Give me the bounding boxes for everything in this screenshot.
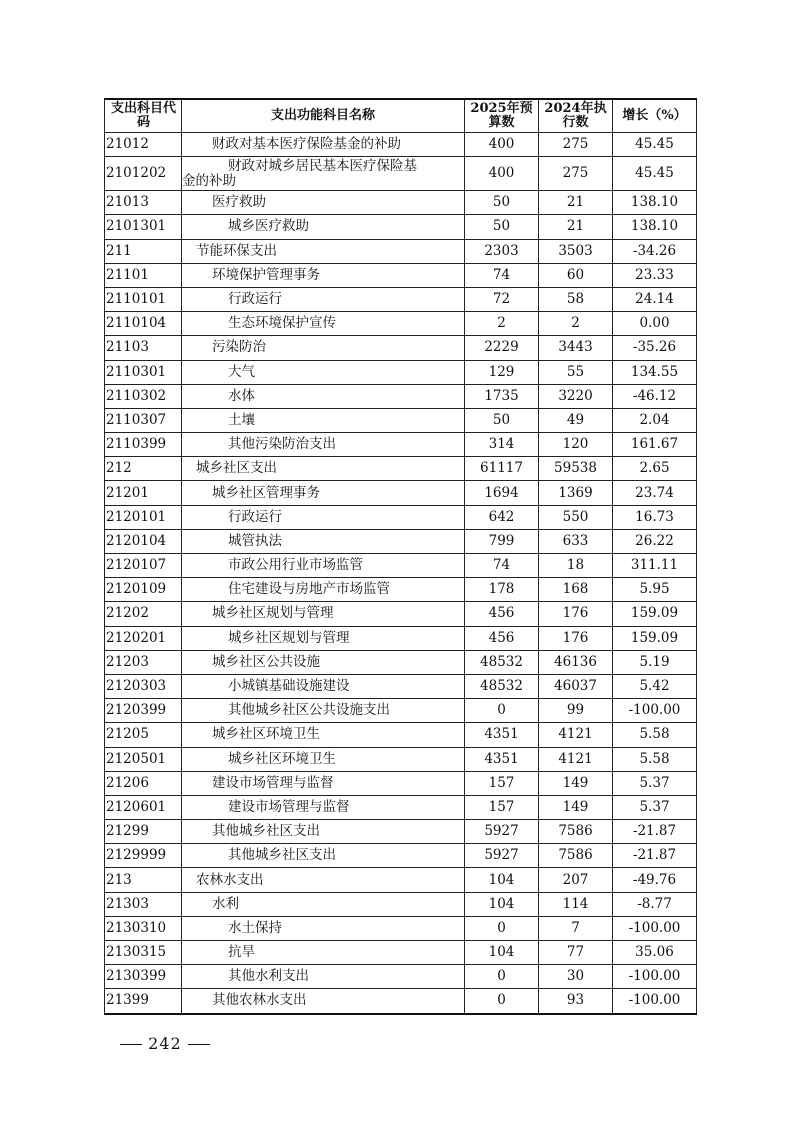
cell-growth: 24.14 <box>613 287 697 311</box>
cell-name: 节能环保支出 <box>182 239 465 263</box>
header-name: 支出功能科目名称 <box>182 99 465 133</box>
cell-growth: 5.58 <box>613 723 697 747</box>
cell-budget-2025: 104 <box>465 868 539 892</box>
cell-name: 建设市场管理与监督 <box>182 795 465 819</box>
cell-budget-2025: 50 <box>465 408 539 432</box>
header-actual-2024: 2024年执行数 <box>539 99 613 133</box>
cell-growth: -21.87 <box>613 844 697 868</box>
cell-growth: 5.37 <box>613 771 697 795</box>
cell-growth: 159.09 <box>613 602 697 626</box>
cell-code: 2110307 <box>105 408 182 432</box>
cell-code: 21203 <box>105 650 182 674</box>
cell-growth: -100.00 <box>613 916 697 940</box>
cell-actual-2024: 58 <box>539 287 613 311</box>
cell-actual-2024: 7586 <box>539 820 613 844</box>
cell-budget-2025: 50 <box>465 191 539 215</box>
cell-actual-2024: 21 <box>539 215 613 239</box>
cell-growth: 26.22 <box>613 529 697 553</box>
cell-budget-2025: 0 <box>465 916 539 940</box>
cell-budget-2025: 456 <box>465 602 539 626</box>
cell-actual-2024: 4121 <box>539 747 613 771</box>
cell-name: 其他污染防治支出 <box>182 433 465 457</box>
cell-budget-2025: 0 <box>465 699 539 723</box>
cell-budget-2025: 456 <box>465 626 539 650</box>
table-row <box>105 602 697 626</box>
cell-budget-2025: 4351 <box>465 747 539 771</box>
cell-name: 农林水支出 <box>182 868 465 892</box>
cell-name: 环境保护管理事务 <box>182 263 465 287</box>
cell-code: 211 <box>105 239 182 263</box>
cell-code: 2130310 <box>105 916 182 940</box>
cell-name: 土壤 <box>182 408 465 432</box>
table-row <box>105 157 697 191</box>
cell-budget-2025: 642 <box>465 505 539 529</box>
cell-code: 2110301 <box>105 360 182 384</box>
table-row <box>105 699 697 723</box>
cell-code: 2120104 <box>105 529 182 553</box>
cell-budget-2025: 5927 <box>465 844 539 868</box>
cell-actual-2024: 55 <box>539 360 613 384</box>
cell-code: 2130399 <box>105 965 182 989</box>
cell-name: 城乡社区环境卫生 <box>182 723 465 747</box>
cell-budget-2025: 1735 <box>465 384 539 408</box>
cell-code: 21012 <box>105 133 182 157</box>
cell-budget-2025: 74 <box>465 554 539 578</box>
cell-growth: 138.10 <box>613 191 697 215</box>
cell-growth: 311.11 <box>613 554 697 578</box>
cell-actual-2024: 46136 <box>539 650 613 674</box>
cell-code: 21303 <box>105 892 182 916</box>
cell-growth: -21.87 <box>613 820 697 844</box>
cell-code: 21101 <box>105 263 182 287</box>
cell-name: 市政公用行业市场监管 <box>182 554 465 578</box>
cell-actual-2024: 59538 <box>539 457 613 481</box>
cell-code: 2101301 <box>105 215 182 239</box>
table-row <box>105 892 697 916</box>
page-number: 242 <box>148 1034 182 1053</box>
table-row <box>105 312 697 336</box>
cell-growth: -100.00 <box>613 989 697 1014</box>
cell-actual-2024: 77 <box>539 941 613 965</box>
table-row <box>105 336 697 360</box>
cell-actual-2024: 275 <box>539 157 613 191</box>
cell-actual-2024: 176 <box>539 626 613 650</box>
cell-code: 2120201 <box>105 626 182 650</box>
cell-code: 21205 <box>105 723 182 747</box>
cell-growth: -49.76 <box>613 868 697 892</box>
cell-growth: 45.45 <box>613 157 697 191</box>
cell-growth: 16.73 <box>613 505 697 529</box>
table-row <box>105 239 697 263</box>
table-row <box>105 481 697 505</box>
cell-name: 其他水利支出 <box>182 965 465 989</box>
cell-name: 其他城乡社区支出 <box>182 844 465 868</box>
cell-name <box>182 157 465 191</box>
cell-budget-2025: 157 <box>465 795 539 819</box>
table-row <box>105 287 697 311</box>
cell-growth: 2.04 <box>613 408 697 432</box>
cell-growth: 5.95 <box>613 578 697 602</box>
cell-code: 21202 <box>105 602 182 626</box>
cell-actual-2024: 93 <box>539 989 613 1014</box>
cell-code: 2120501 <box>105 747 182 771</box>
expenditure-budget-table <box>104 98 697 1015</box>
cell-code: 21013 <box>105 191 182 215</box>
cell-name-line1: 财政对城乡居民基本医疗保险基 <box>228 157 417 174</box>
cell-growth: -46.12 <box>613 384 697 408</box>
table-row <box>105 384 697 408</box>
table-row <box>105 505 697 529</box>
cell-budget-2025: 61117 <box>465 457 539 481</box>
cell-actual-2024: 168 <box>539 578 613 602</box>
cell-growth: 134.55 <box>613 360 697 384</box>
table-row <box>105 795 697 819</box>
cell-name: 财政对基本医疗保险基金的补助 <box>182 133 465 157</box>
table-body <box>105 133 697 1014</box>
table-row <box>105 771 697 795</box>
cell-actual-2024: 114 <box>539 892 613 916</box>
cell-growth: 5.37 <box>613 795 697 819</box>
cell-budget-2025: 104 <box>465 892 539 916</box>
table-row <box>105 844 697 868</box>
table-row <box>105 554 697 578</box>
table-row <box>105 433 697 457</box>
header-code: 支出科目代码 <box>105 99 182 133</box>
table-row <box>105 457 697 481</box>
cell-name: 城乡社区规划与管理 <box>182 602 465 626</box>
cell-name: 行政运行 <box>182 505 465 529</box>
cell-budget-2025: 74 <box>465 263 539 287</box>
cell-growth: 2.65 <box>613 457 697 481</box>
table-row <box>105 965 697 989</box>
cell-actual-2024: 99 <box>539 699 613 723</box>
cell-growth: 45.45 <box>613 133 697 157</box>
cell-growth: 5.42 <box>613 674 697 698</box>
cell-actual-2024: 49 <box>539 408 613 432</box>
cell-budget-2025: 1694 <box>465 481 539 505</box>
cell-actual-2024: 120 <box>539 433 613 457</box>
cell-code: 2120601 <box>105 795 182 819</box>
cell-actual-2024: 60 <box>539 263 613 287</box>
cell-name: 城乡社区规划与管理 <box>182 626 465 650</box>
table-row <box>105 626 697 650</box>
table-header-row <box>105 99 697 133</box>
table-row <box>105 723 697 747</box>
table-row <box>105 263 697 287</box>
table-row <box>105 191 697 215</box>
cell-code: 213 <box>105 868 182 892</box>
cell-actual-2024: 207 <box>539 868 613 892</box>
table-row <box>105 674 697 698</box>
cell-actual-2024: 3220 <box>539 384 613 408</box>
header-growth: 增长（%） <box>613 99 697 133</box>
cell-name: 小城镇基础设施建设 <box>182 674 465 698</box>
page-footer <box>120 1034 210 1053</box>
cell-name: 其他城乡社区公共设施支出 <box>182 699 465 723</box>
cell-budget-2025: 314 <box>465 433 539 457</box>
cell-actual-2024: 633 <box>539 529 613 553</box>
cell-budget-2025: 0 <box>465 965 539 989</box>
cell-code: 21206 <box>105 771 182 795</box>
cell-actual-2024: 149 <box>539 795 613 819</box>
cell-code: 21201 <box>105 481 182 505</box>
cell-actual-2024: 4121 <box>539 723 613 747</box>
cell-growth: 159.09 <box>613 626 697 650</box>
cell-code: 21103 <box>105 336 182 360</box>
cell-growth: 35.06 <box>613 941 697 965</box>
cell-actual-2024: 7586 <box>539 844 613 868</box>
cell-code: 2110399 <box>105 433 182 457</box>
cell-name: 城乡社区支出 <box>182 457 465 481</box>
footer-dash-left <box>120 1044 142 1045</box>
cell-actual-2024: 176 <box>539 602 613 626</box>
table-row <box>105 360 697 384</box>
table-row <box>105 215 697 239</box>
cell-budget-2025: 72 <box>465 287 539 311</box>
table-row <box>105 578 697 602</box>
cell-budget-2025: 2303 <box>465 239 539 263</box>
cell-actual-2024: 2 <box>539 312 613 336</box>
cell-actual-2024: 46037 <box>539 674 613 698</box>
cell-budget-2025: 400 <box>465 133 539 157</box>
cell-budget-2025: 799 <box>465 529 539 553</box>
cell-code: 2120107 <box>105 554 182 578</box>
cell-name: 水土保持 <box>182 916 465 940</box>
cell-name: 建设市场管理与监督 <box>182 771 465 795</box>
cell-actual-2024: 30 <box>539 965 613 989</box>
cell-actual-2024: 3503 <box>539 239 613 263</box>
cell-name: 城乡医疗救助 <box>182 215 465 239</box>
cell-code: 2120399 <box>105 699 182 723</box>
table-row <box>105 650 697 674</box>
cell-budget-2025: 178 <box>465 578 539 602</box>
cell-growth: 23.74 <box>613 481 697 505</box>
cell-name: 抗旱 <box>182 941 465 965</box>
cell-name-line2: 金的补助 <box>182 172 236 189</box>
cell-actual-2024: 18 <box>539 554 613 578</box>
cell-growth: 5.19 <box>613 650 697 674</box>
cell-budget-2025: 400 <box>465 157 539 191</box>
cell-growth: -8.77 <box>613 892 697 916</box>
cell-name: 住宅建设与房地产市场监管 <box>182 578 465 602</box>
table-row <box>105 868 697 892</box>
cell-actual-2024: 21 <box>539 191 613 215</box>
budget-table-container <box>104 98 690 1015</box>
cell-name: 生态环境保护宣传 <box>182 312 465 336</box>
cell-budget-2025: 48532 <box>465 674 539 698</box>
cell-growth: 161.67 <box>613 433 697 457</box>
cell-budget-2025: 2 <box>465 312 539 336</box>
cell-code: 2120101 <box>105 505 182 529</box>
cell-name: 其他城乡社区支出 <box>182 820 465 844</box>
cell-name: 城乡社区管理事务 <box>182 481 465 505</box>
footer-dash-right <box>188 1044 210 1045</box>
cell-code: 21399 <box>105 989 182 1014</box>
cell-growth: -100.00 <box>613 965 697 989</box>
cell-code: 2110104 <box>105 312 182 336</box>
table-row <box>105 916 697 940</box>
cell-growth: 23.33 <box>613 263 697 287</box>
cell-name: 行政运行 <box>182 287 465 311</box>
cell-actual-2024: 275 <box>539 133 613 157</box>
table-row <box>105 820 697 844</box>
cell-actual-2024: 550 <box>539 505 613 529</box>
cell-budget-2025: 104 <box>465 941 539 965</box>
cell-actual-2024: 1369 <box>539 481 613 505</box>
cell-name: 城乡社区公共设施 <box>182 650 465 674</box>
cell-budget-2025: 5927 <box>465 820 539 844</box>
cell-growth: 5.58 <box>613 747 697 771</box>
table-row <box>105 941 697 965</box>
table-row <box>105 989 697 1014</box>
cell-actual-2024: 7 <box>539 916 613 940</box>
cell-name: 医疗救助 <box>182 191 465 215</box>
cell-code: 2129999 <box>105 844 182 868</box>
cell-growth: 138.10 <box>613 215 697 239</box>
cell-budget-2025: 157 <box>465 771 539 795</box>
cell-name: 污染防治 <box>182 336 465 360</box>
cell-name: 水利 <box>182 892 465 916</box>
table-row <box>105 408 697 432</box>
cell-growth: -100.00 <box>613 699 697 723</box>
cell-code: 2110302 <box>105 384 182 408</box>
cell-budget-2025: 129 <box>465 360 539 384</box>
table-row <box>105 747 697 771</box>
cell-name: 其他农林水支出 <box>182 989 465 1014</box>
cell-code: 2110101 <box>105 287 182 311</box>
cell-budget-2025: 0 <box>465 989 539 1014</box>
cell-actual-2024: 3443 <box>539 336 613 360</box>
cell-budget-2025: 2229 <box>465 336 539 360</box>
cell-name: 大气 <box>182 360 465 384</box>
cell-name: 水体 <box>182 384 465 408</box>
cell-code: 21299 <box>105 820 182 844</box>
cell-code: 2120303 <box>105 674 182 698</box>
cell-code: 212 <box>105 457 182 481</box>
table-row <box>105 133 697 157</box>
cell-growth: -35.26 <box>613 336 697 360</box>
cell-code: 2130315 <box>105 941 182 965</box>
table-row <box>105 529 697 553</box>
cell-growth: -34.26 <box>613 239 697 263</box>
cell-budget-2025: 50 <box>465 215 539 239</box>
cell-budget-2025: 4351 <box>465 723 539 747</box>
cell-growth: 0.00 <box>613 312 697 336</box>
cell-name: 城管执法 <box>182 529 465 553</box>
cell-actual-2024: 149 <box>539 771 613 795</box>
header-budget-2025: 2025年预算数 <box>465 99 539 133</box>
cell-code: 2101202 <box>105 157 182 191</box>
cell-budget-2025: 48532 <box>465 650 539 674</box>
cell-name: 城乡社区环境卫生 <box>182 747 465 771</box>
cell-code: 2120109 <box>105 578 182 602</box>
